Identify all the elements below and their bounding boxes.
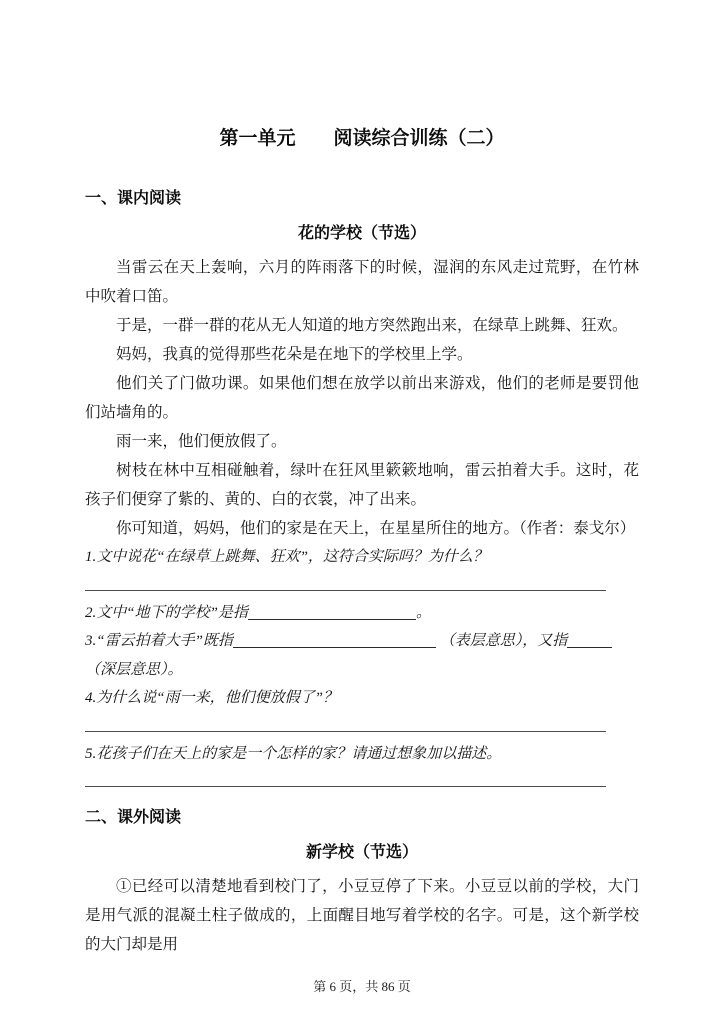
question-1: 1.文中说花“在绿草上跳舞、狂欢”，这符合实际吗？为什么？: [85, 549, 488, 565]
question-4: 4.为什么说“雨一来，他们便放假了”？: [85, 690, 338, 706]
passage-one-paragraph: 于是，一群一群的花从无人知道的地方突然跑出来，在绿草上跳舞、狂欢。: [116, 317, 628, 334]
section-one-heading: 一、课内阅读: [85, 190, 182, 207]
question-3-continuation: （深层意思）。: [85, 661, 183, 678]
fill-in-blank: [248, 604, 416, 620]
question-3-text: 3.“雷云拍着大手”既指: [85, 633, 233, 649]
question-2-period: 。: [415, 604, 431, 621]
fill-in-blank: [233, 632, 436, 648]
answer-line-row: [85, 713, 639, 740]
passage-one-paragraph: 雨一来，他们便放假了。: [116, 433, 287, 450]
document-title: [85, 126, 639, 152]
passage-one-paragraph: 当雷云在天上轰响，六月的阵雨落下的时候，湿润的东风走过荒野，在竹林中吹着口笛。: [85, 259, 639, 305]
question-2: [85, 599, 639, 628]
unit-label: 第一单元: [219, 128, 296, 149]
passage-one-paragraph: 妈妈，我真的觉得那些花朵是在地下的学校里上学。: [116, 346, 473, 363]
answer-line: [85, 786, 606, 787]
answer-line: [85, 590, 606, 591]
section-two-heading: 二、课外阅读: [85, 809, 182, 826]
document-title-text: 阅读综合训练（二）: [333, 128, 505, 149]
answer-line-row: [85, 768, 639, 795]
passage-two-paragraph: ①已经可以清楚地看到校门了，小豆豆停了下来。小豆豆以前的学校，大门是用气派的混凝土柱子做成的，上面醒目地写着学校的名字。可是，这个新学校的大门却是用: [85, 878, 639, 953]
passage-one-paragraph: 树枝在林中互相碰触着，绿叶在狂风里簌簌地响，雷云拍着大手。这时，花孩子们便穿了紫的、黄的、白的衣裳，冲了出来。: [85, 462, 639, 508]
answer-line-row: [85, 572, 639, 599]
passage-one-paragraph: 他们关了门做功课。如果他们想在放学以前出来游戏，他们的老师是要罚他们站墙角的。: [85, 375, 639, 421]
page-content: [85, 126, 639, 959]
answer-line: [85, 731, 606, 732]
question-5: 5.花孩子们在天上的家是一个怎样的家？请通过想象加以描述。: [85, 745, 502, 762]
passage-one-title: 花的学校（节选）: [297, 225, 426, 242]
page-footer: 第 6 页，共 86 页: [313, 979, 411, 994]
passage-one-paragraph: 你可知道，妈妈，他们的家是在天上，在星星所住的地方。（作者：泰戈尔）: [116, 520, 636, 537]
question-3: [85, 627, 639, 656]
question-3-mid-text: （表层意思），又指: [435, 633, 568, 649]
passage-two-title: 新学校（节选）: [305, 844, 418, 861]
fill-in-blank: [567, 632, 612, 648]
question-2-text: 2.文中“地下的学校”是指: [85, 604, 248, 621]
